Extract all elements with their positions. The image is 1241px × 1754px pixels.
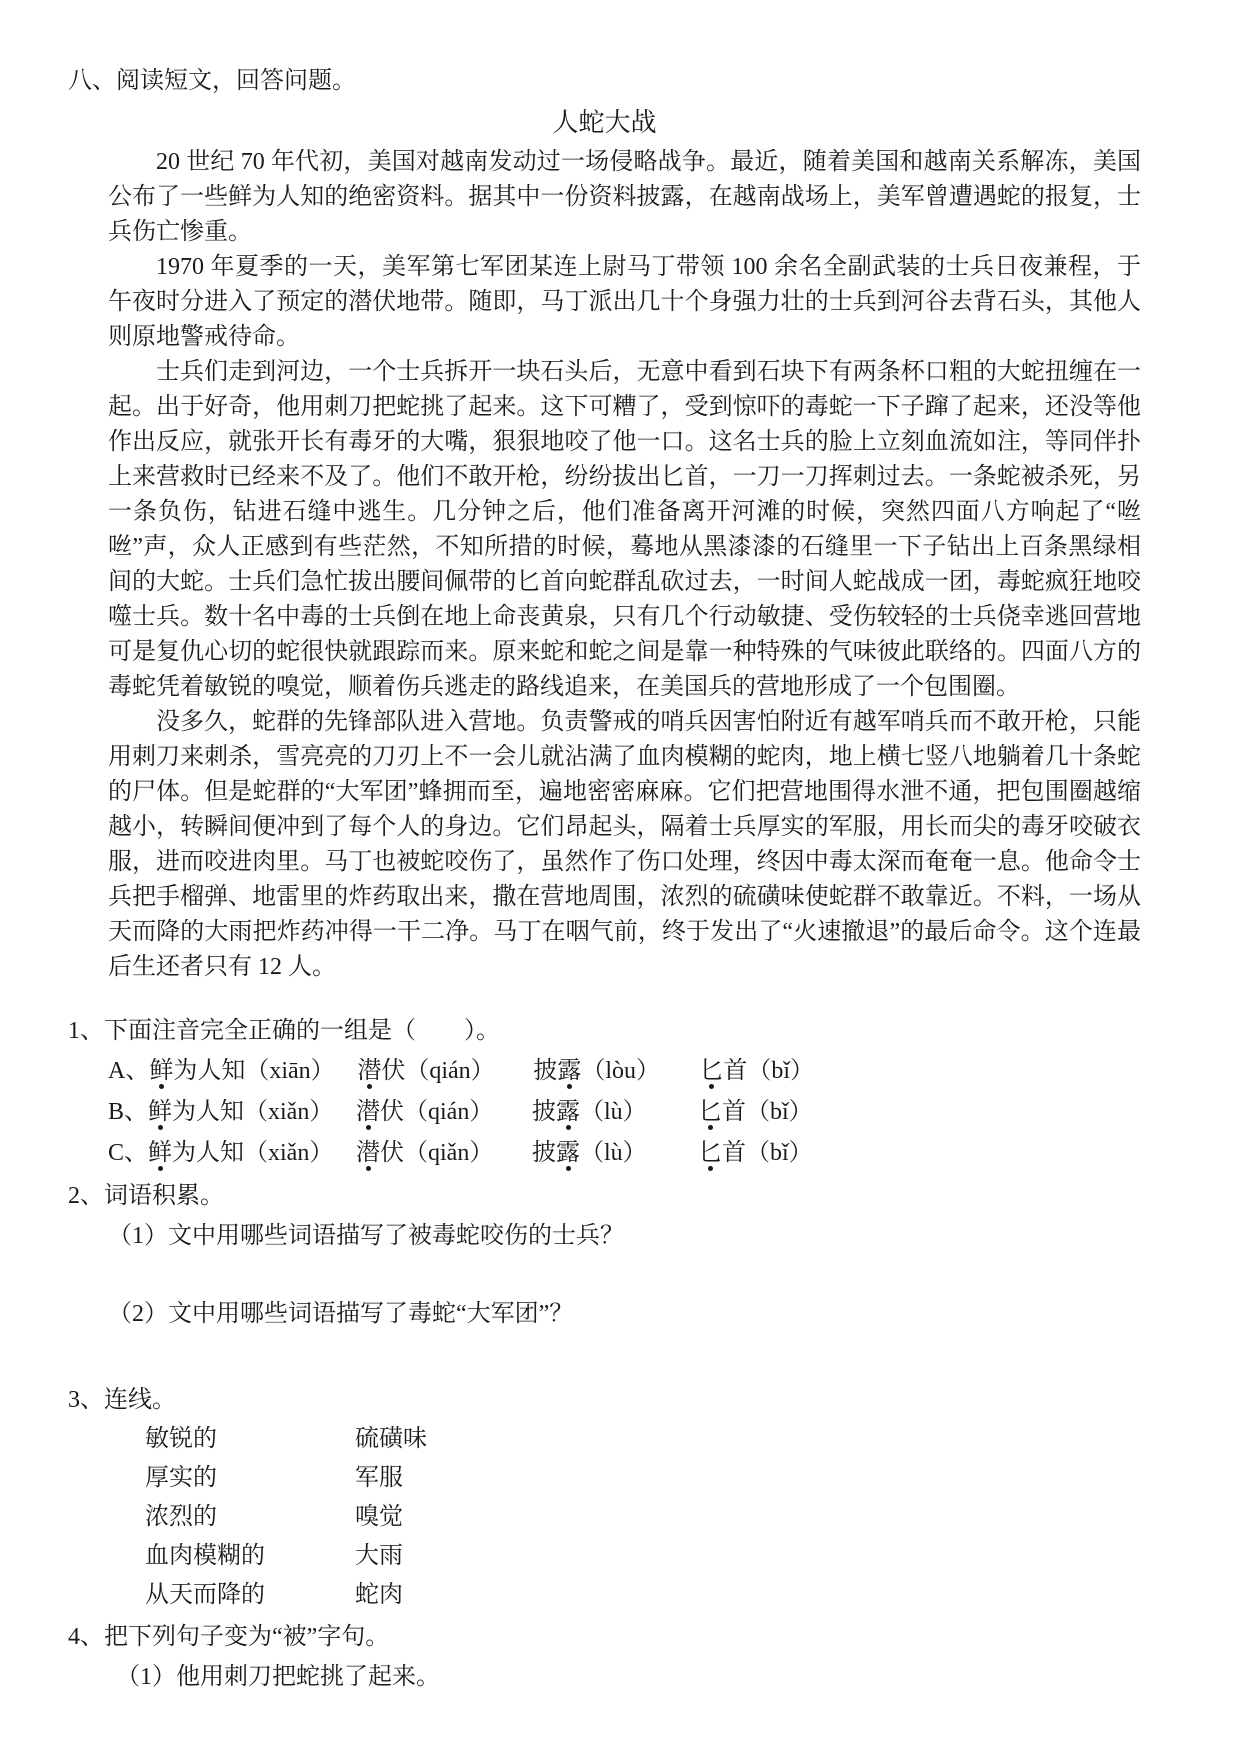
question-4-label: 4、把下列句子变为“被”字句。 (68, 1624, 390, 1650)
pinyin-text: 披 (532, 1140, 557, 1166)
emphasized-char: 匕 (698, 1140, 723, 1166)
pinyin-word (532, 1133, 698, 1174)
matching-right-item: 蛇肉 (355, 1582, 403, 1608)
matching-left-item: 厚实的 (145, 1465, 217, 1491)
pinyin-word (148, 1092, 356, 1133)
option-letter: B、 (108, 1099, 149, 1125)
option-letter: A、 (108, 1058, 150, 1084)
pinyin-text: （lù） (580, 1099, 647, 1125)
matching-right-item: 嗅觉 (355, 1504, 403, 1530)
emphasized-char: 露 (556, 1099, 581, 1125)
emphasized-char: 鲜 (148, 1140, 173, 1166)
matching-right-item: 大雨 (355, 1543, 403, 1569)
pinyin-option-a (108, 1051, 1141, 1092)
matching-row (145, 1498, 1141, 1537)
emphasized-char: 匕 (699, 1058, 724, 1084)
pinyin-word (699, 1051, 814, 1092)
pinyin-text: 首（bǐ） (723, 1058, 815, 1084)
matching-row (145, 1420, 1141, 1459)
pinyin-text: 伏（qiǎn） (380, 1140, 494, 1166)
passage-paragraph-1: 20 世纪 70 年代初，美国对越南发动过一场侵略战争。最近，随着美国和越南关系解冻，美国公布了一些鲜为人知的绝密资料。据其中一份资料披露，在越南战场上，美军曾遭遇蛇的报复，士兵伤亡惨重。 (108, 149, 1141, 245)
pinyin-text: （lòu） (581, 1058, 661, 1084)
pinyin-option-c (108, 1133, 1141, 1174)
section-header: 八、阅读短文，回答问题。 (68, 68, 356, 94)
pinyin-word (698, 1092, 813, 1133)
matching-right-item: 军服 (355, 1465, 403, 1491)
matching-left-item: 敏锐的 (145, 1426, 217, 1452)
pinyin-word (148, 1133, 356, 1174)
pinyin-word (533, 1051, 699, 1092)
matching-row (145, 1576, 1141, 1615)
matching-left-item: 浓烈的 (145, 1504, 217, 1530)
emphasized-char: 露 (557, 1058, 582, 1084)
question-3-label: 3、连线。 (68, 1387, 176, 1413)
passage-paragraph-3: 士兵们走到河边，一个士兵拆开一块石头后，无意中看到石块下有两条杯口粗的大蛇扭缠在一起。出于好奇，他用刺刀把蛇挑了起来。这下可糟了，受到惊吓的毒蛇一下子蹿了起来，还没等他作出反应，就张开长有毒牙的大嘴，狠狠地咬了他一口。这名士兵的脸上立刻血流如注，等同伴扑上来营救时已经来不及了。他们不敢开枪，纷纷拔出匕首，一刀一刀挥刺过去。一条蛇被杀死，另一条负伤，钻进石缝中逃生。几分钟之后，他们准备离开河滩的时候，突然四面八方响起了“咝咝”声，众人正感到有些茫然，不知所措的时候，蓦地从黑漆漆的石缝里一下子钻出上百条黑绿相间的大蛇。士兵们急忙拔出腰间佩带的匕首向蛇群乱砍过去，一时间人蛇战成一团，毒蛇疯狂地咬噬士兵。数十名中毒的士兵倒在地上命丧黄泉，只有几个行动敏捷、受伤较轻的士兵侥幸逃回营地可是复仇心切的蛇很快就跟踪而来。原来蛇和蛇之间是靠一种特殊的气味彼此联络的。四面八方的毒蛇凭着敏锐的嗅觉，顺着伤兵逃走的路线追来，在美国兵的营地形成了一个包围圈。 (108, 359, 1141, 700)
pinyin-option-b (108, 1092, 1141, 1133)
pinyin-word (149, 1051, 357, 1092)
pinyin-word (356, 1133, 532, 1174)
matching-left-item: 血肉模糊的 (145, 1543, 265, 1569)
pinyin-text: （lù） (580, 1140, 647, 1166)
emphasized-char: 潜 (356, 1099, 381, 1125)
emphasized-char: 潜 (357, 1058, 382, 1084)
pinyin-text: 为人知（xiān） (173, 1058, 335, 1084)
emphasized-char: 匕 (698, 1099, 723, 1125)
pinyin-text: 为人知（xiǎn） (172, 1140, 334, 1166)
pinyin-word (698, 1133, 813, 1174)
pinyin-text: 披 (532, 1099, 557, 1125)
matching-left-item: 从天而降的 (145, 1582, 265, 1608)
question-4-sub-1: （1）他用刺刀把蛇挑了起来。 (116, 1664, 440, 1690)
emphasized-char: 鲜 (148, 1099, 173, 1125)
pinyin-text: 为人知（xiǎn） (172, 1099, 334, 1125)
emphasized-char: 露 (556, 1140, 581, 1166)
option-letter: C、 (108, 1140, 149, 1166)
emphasized-char: 潜 (356, 1140, 381, 1166)
question-2-sub-1: （1）文中用哪些词语描写了被毒蛇咬伤的士兵？ (108, 1223, 624, 1249)
passage-title: 人蛇大战 (552, 108, 657, 137)
passage-paragraph-2: 1970 年夏季的一天，美军第七军团某连上尉马丁带领 100 余名全副武装的士兵日夜兼程，于午夜时分进入了预定的潜伏地带。随即，马丁派出几十个身强力壮的士兵到河谷去背石头，其他人则原地警戒待命。 (108, 254, 1141, 350)
pinyin-text: 披 (533, 1058, 558, 1084)
question-2-sub-2: （2）文中用哪些词语描写了毒蛇“大军团”？ (108, 1301, 574, 1327)
matching-right-item: 硫磺味 (355, 1426, 427, 1452)
pinyin-text: 伏（qián） (380, 1099, 494, 1125)
matching-row (145, 1459, 1141, 1498)
pinyin-word (357, 1051, 533, 1092)
question-1-label: 1、下面注音完全正确的一组是（ ）。 (68, 1018, 500, 1044)
question-2-label: 2、词语积累。 (68, 1183, 224, 1209)
passage-body (108, 145, 1141, 985)
pinyin-text: 首（bǐ） (722, 1099, 813, 1125)
matching-row (145, 1537, 1141, 1576)
pinyin-text: 伏（qián） (381, 1058, 495, 1084)
pinyin-word (356, 1092, 532, 1133)
passage-paragraph-4: 没多久，蛇群的先锋部队进入营地。负责警戒的哨兵因害怕附近有越军哨兵而不敢开枪，只能用刺刀来刺杀，雪亮亮的刀刃上不一会儿就沾满了血肉模糊的蛇肉，地上横七竖八地躺着几十条蛇的尸体。但是蛇群的“大军团”蜂拥而至，遍地密密麻麻。它们把营地围得水泄不通，把包围圈越缩越小，转瞬间便冲到了每个人的身边。它们昂起头，隔着士兵厚实的军服，用长而尖的毒牙咬破衣服，进而咬进肉里。马丁也被蛇咬伤了，虽然作了伤口处理，终因中毒太深而奄奄一息。他命令士兵把手榴弹、地雷里的炸药取出来，撒在营地周围，浓烈的硫磺味使蛇群不敢靠近。不料，一场从天而降的大雨把炸药冲得一干二净。马丁在咽气前，终于发出了“火速撤退”的最后命令。这个连最后生还者只有 12 人。 (108, 709, 1141, 980)
emphasized-char: 鲜 (149, 1058, 174, 1084)
pinyin-word (532, 1092, 698, 1133)
pinyin-text: 首（bǐ） (722, 1140, 813, 1166)
